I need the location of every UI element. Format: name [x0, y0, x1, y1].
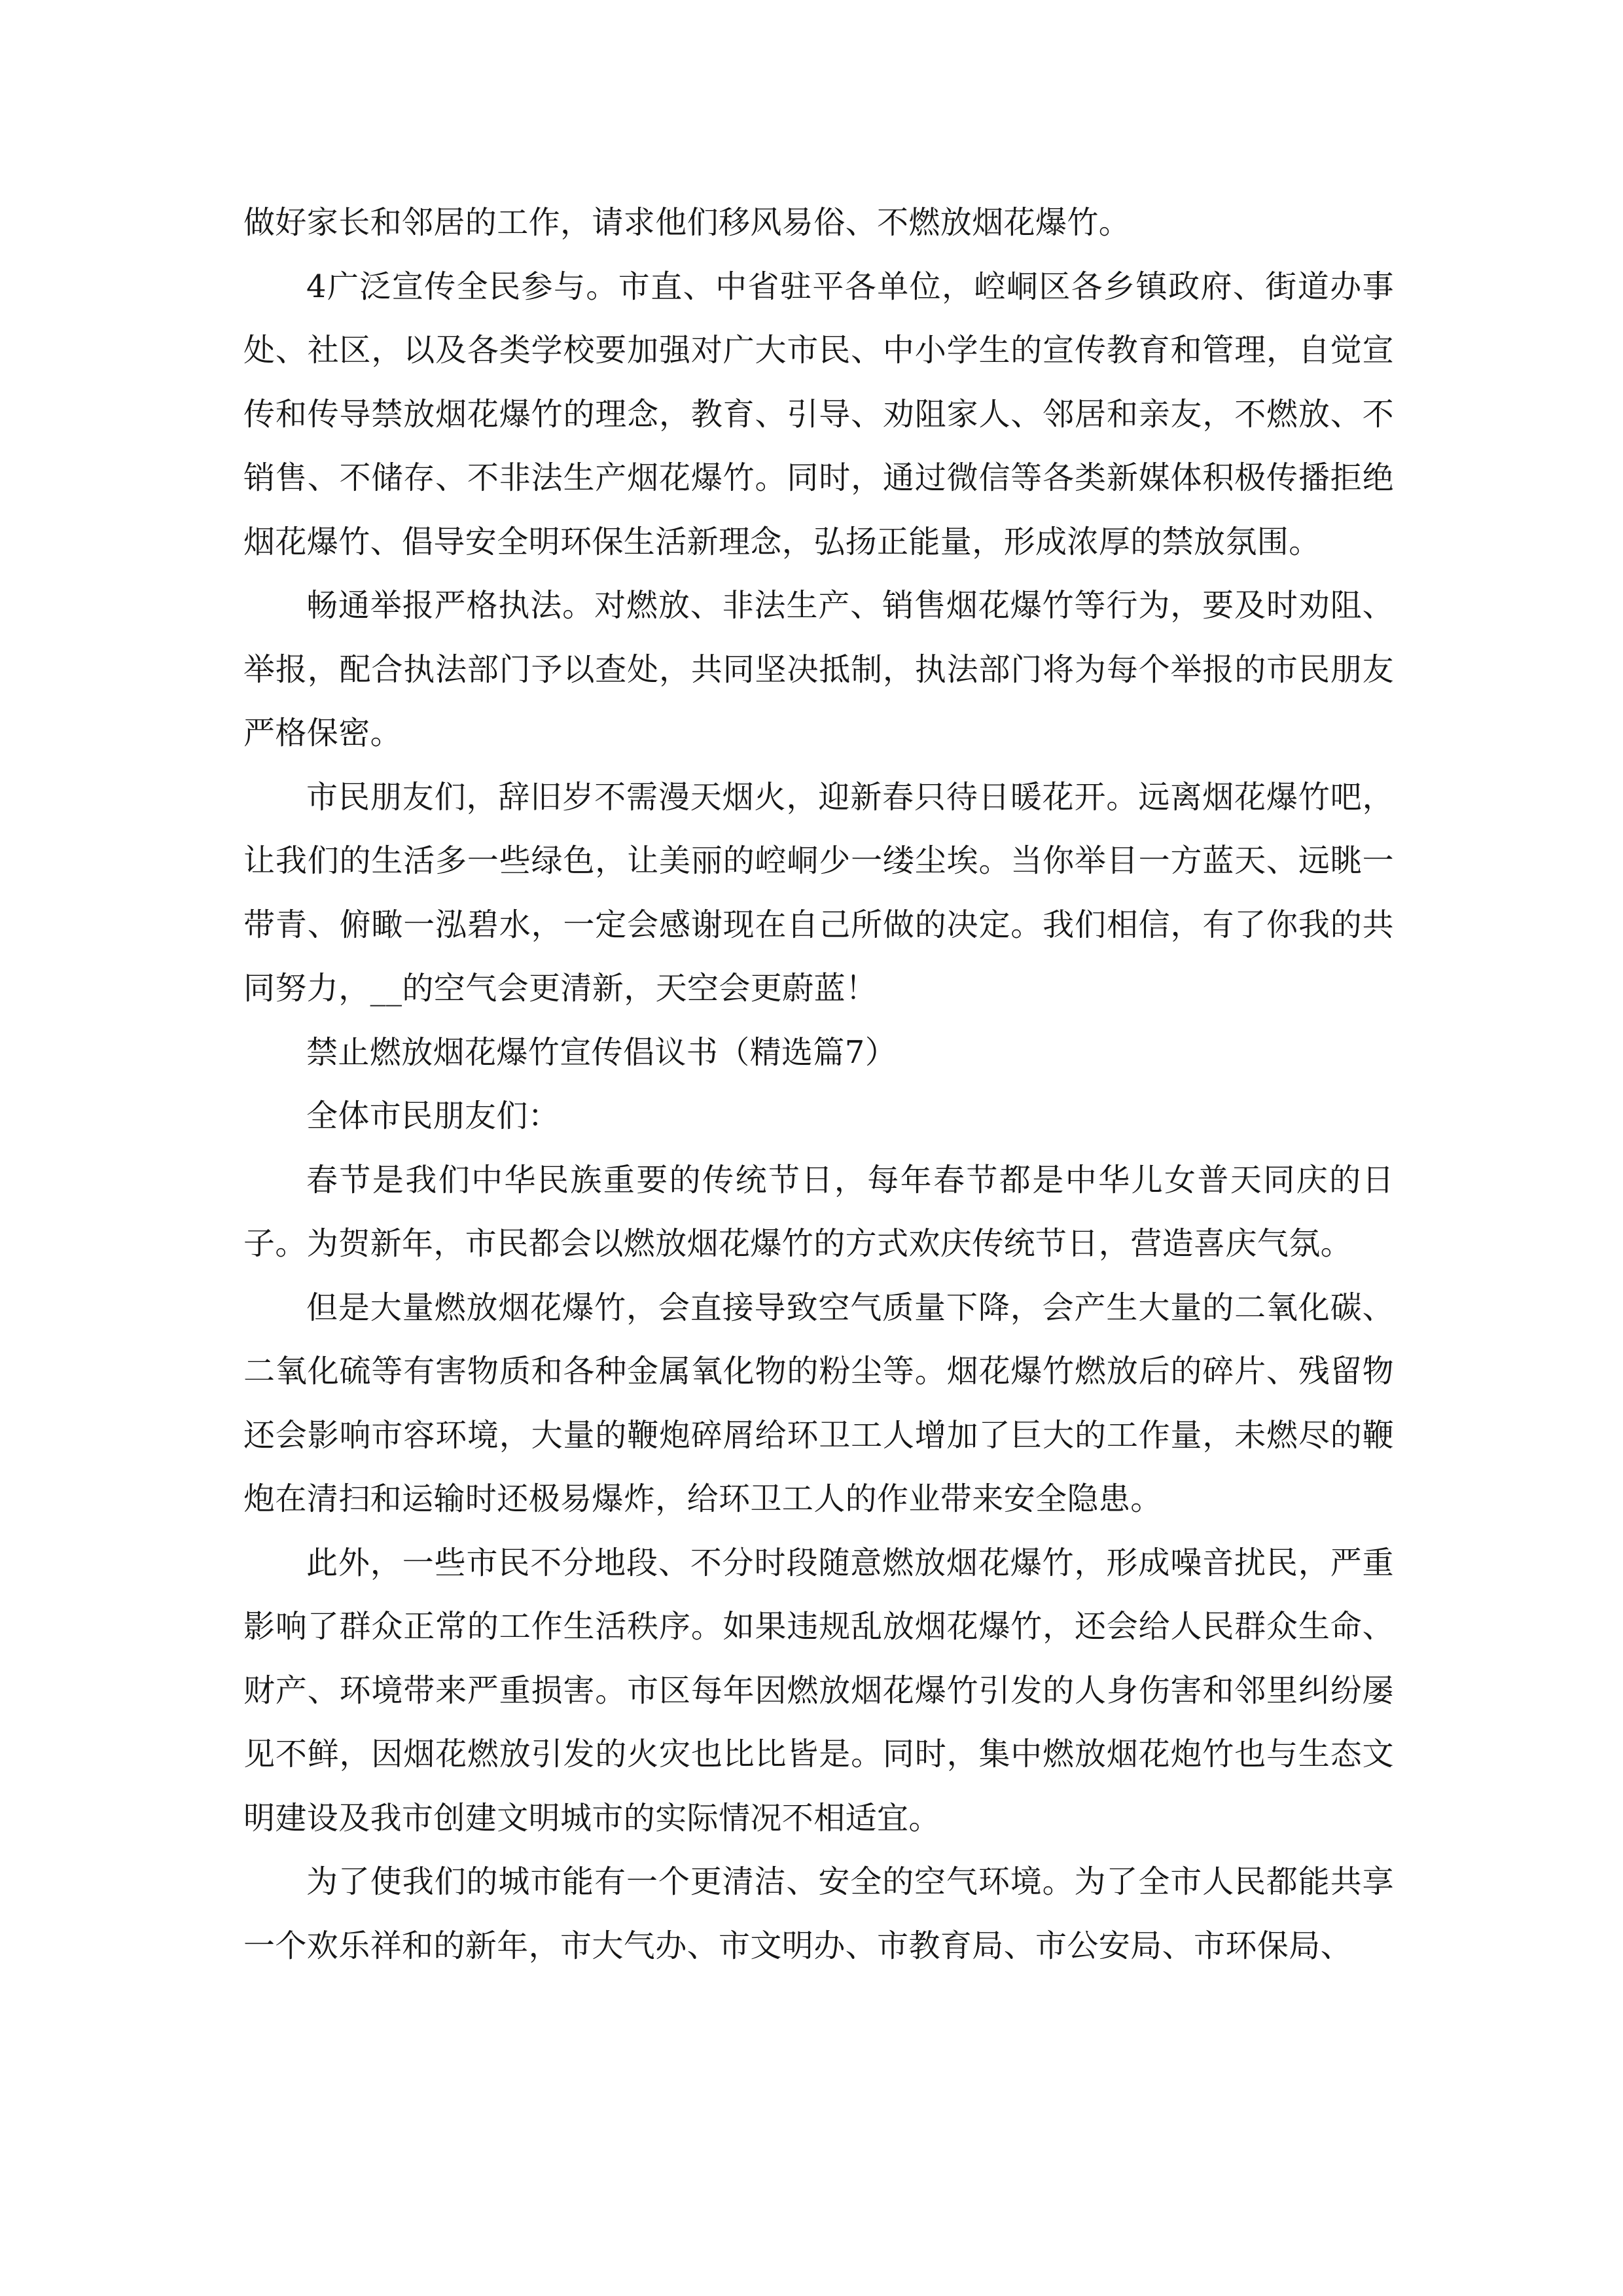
paragraph-pollution: 但是大量燃放烟花爆竹，会直接导致空气质量下降，会产生大量的二氧化碳、二氧化硫等有害物质和各种金属氧化物的粉尘等。烟花爆竹燃放后的碎片、残留物还会影响市容环境，大量的鞭炮碎屑给环卫工人增加了巨大的工作量，未燃尽的鞭炮在清扫和运输时还极易爆炸，给环卫工人的作业带来安全隐患。 [243, 1289, 1394, 1517]
paragraph-noise: 此外，一些市民不分地段、不分时段随意燃放烟花爆竹，形成噪音扰民，严重影响了群众正常的工作生活秩序。如果违规乱放烟花爆竹，还会给人民群众生命、财产、环境带来严重损害。市区每年因燃放烟花爆竹引发的人身伤害和邻里纠纷屡见不鲜，因烟花燃放引发的火灾也比比皆是。同时，集中燃放烟花炮竹也与生态文明建设及我市创建文明城市的实际情况不相适宜。 [243, 1544, 1394, 1837]
salutation: 全体市民朋友们： [306, 1098, 560, 1134]
paragraph-publicity: 4广泛宣传全民参与。市直、中省驻平各单位，崆峒区各乡镇政府、街道办事处、社区，以及各类学校要加强对广大市民、中小学生的宣传教育和管理，自觉宣传和传导禁放烟花爆竹的理念，教育、引导、劝阻家人、邻居和亲友，不燃放、不销售、不储存、不非法生产烟花爆竹。同时，通过微信等各类新媒体积极传播拒绝烟花爆竹、倡导安全明环保生活新理念，弘扬正能量，形成浓厚的禁放氛围。 [243, 268, 1394, 560]
section-heading: 禁止燃放烟花爆竹宣传倡议书（精选篇7） [306, 1033, 897, 1071]
paragraph-spring-festival: 春节是我们中华民族重要的传统节日，每年春节都是中华儿女普天同庆的日子。为贺新年，市民都会以燃放烟花爆竹的方式欢庆传统节日，营造喜庆气氛。 [243, 1161, 1394, 1262]
document-body [243, 191, 1394, 1978]
paragraph-reporting: 畅通举报严格执法。对燃放、非法生产、销售烟花爆竹等行为，要及时劝阻、举报，配合执法部门予以查处，共同坚决抵制，执法部门将为每个举报的市民朋友严格保密。 [243, 587, 1394, 751]
paragraph-appeal: 市民朋友们，辞旧岁不需漫天烟火，迎新春只待日暖花开。远离烟花爆竹吧，让我们的生活多一些绿色，让美丽的崆峒少一缕尘埃。当你举目一方蓝天、远眺一带青、俯瞰一泓碧水，一定会感谢现在自己所做的决定。我们相信，有了你我的共同努力，__的空气会更清新，天空会更蔚蓝！ [243, 778, 1394, 1007]
paragraph-continued: 做好家长和邻居的工作，请求他们移风易俗、不燃放烟花爆竹。 [243, 204, 1131, 241]
paragraph-clean-air: 为了使我们的城市能有一个更清洁、安全的空气环境。为了全市人民都能共享一个欢乐祥和的新年，市大气办、市文明办、市教育局、市公安局、市环保局、 [243, 1863, 1394, 1964]
